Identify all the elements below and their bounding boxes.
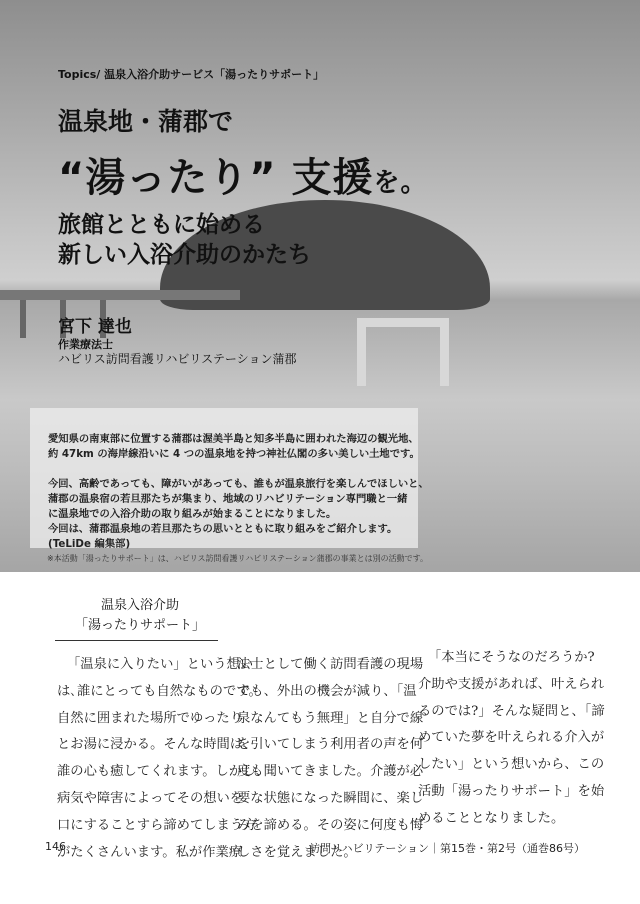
author-role: 作業療法士 [58, 338, 113, 351]
body-column-2 [237, 652, 423, 866]
body-line: しさを覚えました。 [237, 844, 357, 860]
title-main: “湯ったり” 支援 [58, 155, 374, 201]
section-heading-sub: 「湯ったりサポート」 [74, 618, 205, 633]
body-line: るのでは?」そんな疑問と、「諦 [418, 703, 605, 719]
body-line: とお湯に浸かる。そんな時間は、 [57, 737, 257, 753]
subtitle-line: 新しい入浴介助のかたち [58, 242, 311, 268]
journal-info: 訪問リハビリテーション｜第15巻・第2号（通巻86号） [308, 842, 585, 855]
body-line: 病気や障害によってその想いを [57, 790, 244, 806]
topics-label: Topics/ 温泉入浴介助サービス「湯ったりサポート」 [58, 68, 325, 81]
title-line-1: 温泉地・蒲郡で [58, 107, 234, 136]
body-line: 度も聞いてきました。介護が必 [237, 764, 424, 780]
section-heading: 温泉入浴介助 [100, 598, 179, 613]
intro-line: 今回は、蒲郡温泉地の若旦那たちの思いとともに取り組みをご紹介します。 [48, 523, 398, 535]
body-line: 「温泉に入りたい」という想い [67, 657, 254, 672]
body-line: でも、外出の機会が減り、「温 [237, 683, 417, 699]
body-column-3 [418, 645, 605, 833]
page-number: 146 [45, 840, 66, 853]
body-line: 自然に囲まれた場所でゆったり [57, 710, 244, 726]
intro-line: に温泉地での入浴介助の取り組みが始まることになりました。 [48, 508, 337, 520]
body-line: 要な状態になった瞬間に、楽し [237, 790, 424, 806]
body-line: めることとなりました。 [418, 810, 565, 826]
body-line: を引いてしまう利用者の声を何 [237, 737, 424, 753]
body-line: めていた夢を叶えられる介入が [418, 730, 605, 746]
intro-box [30, 408, 429, 550]
body-line: 口にすることすら諦めてしまう方 [57, 817, 257, 833]
body-line: したい」という想いから、この [418, 757, 605, 773]
monument-frame [357, 318, 449, 386]
footnote: ※本活動「湯ったりサポート」は、ハビリス訪問看護リハビリステーション蒲郡の事業とは別の活動です。 [47, 554, 429, 563]
author-name: 宮下 達也 [58, 317, 132, 337]
body-line: 法士として働く訪問看護の現場 [237, 657, 424, 672]
title-line-2 [58, 146, 428, 203]
intro-line: (TeLiDe 編集部) [48, 538, 131, 550]
body-line: がたくさんいます。私が作業療 [57, 844, 243, 860]
intro-line: 今回、高齢であっても、障がいがあっても、誰もが温泉旅行を楽しんでほしいと、 [48, 478, 429, 490]
body-line: 介助や支援があれば、叶えられ [418, 676, 605, 692]
body-line: みを諦める。その姿に何度も悔 [237, 817, 424, 833]
body-line: 誰の心も癒してくれます。しかし、 [57, 764, 269, 780]
body-line: 「本当にそうなのだろうか? [428, 650, 595, 665]
intro-line: 蒲郡の温泉宿の若旦那たちが集まり、地域のリハビリテーション専門職と一緒 [48, 493, 408, 505]
subtitle-line: 旅館とともに始める [58, 212, 265, 238]
body-line: 活動「湯ったりサポート」を始 [418, 783, 605, 799]
title-suffix: を。 [373, 168, 428, 198]
body-line: 泉なんてもう無理」と自分で線 [237, 710, 424, 726]
heading-rule [55, 640, 218, 641]
pier [0, 290, 240, 300]
author-organization: ハビリス訪問看護リハビリステーション蒲郡 [58, 352, 297, 366]
intro-line: 愛知県の南東部に位置する蒲郡は渥美半島と知多半島に囲われた海辺の観光地、 [48, 433, 419, 445]
body-line: は､誰にとっても自然なものです。 [57, 683, 262, 699]
intro-line: 約 47km の海岸線沿いに 4 つの温泉地を持つ神社仏閣の多い美しい土地です。 [48, 448, 420, 460]
pier-post [20, 300, 26, 338]
